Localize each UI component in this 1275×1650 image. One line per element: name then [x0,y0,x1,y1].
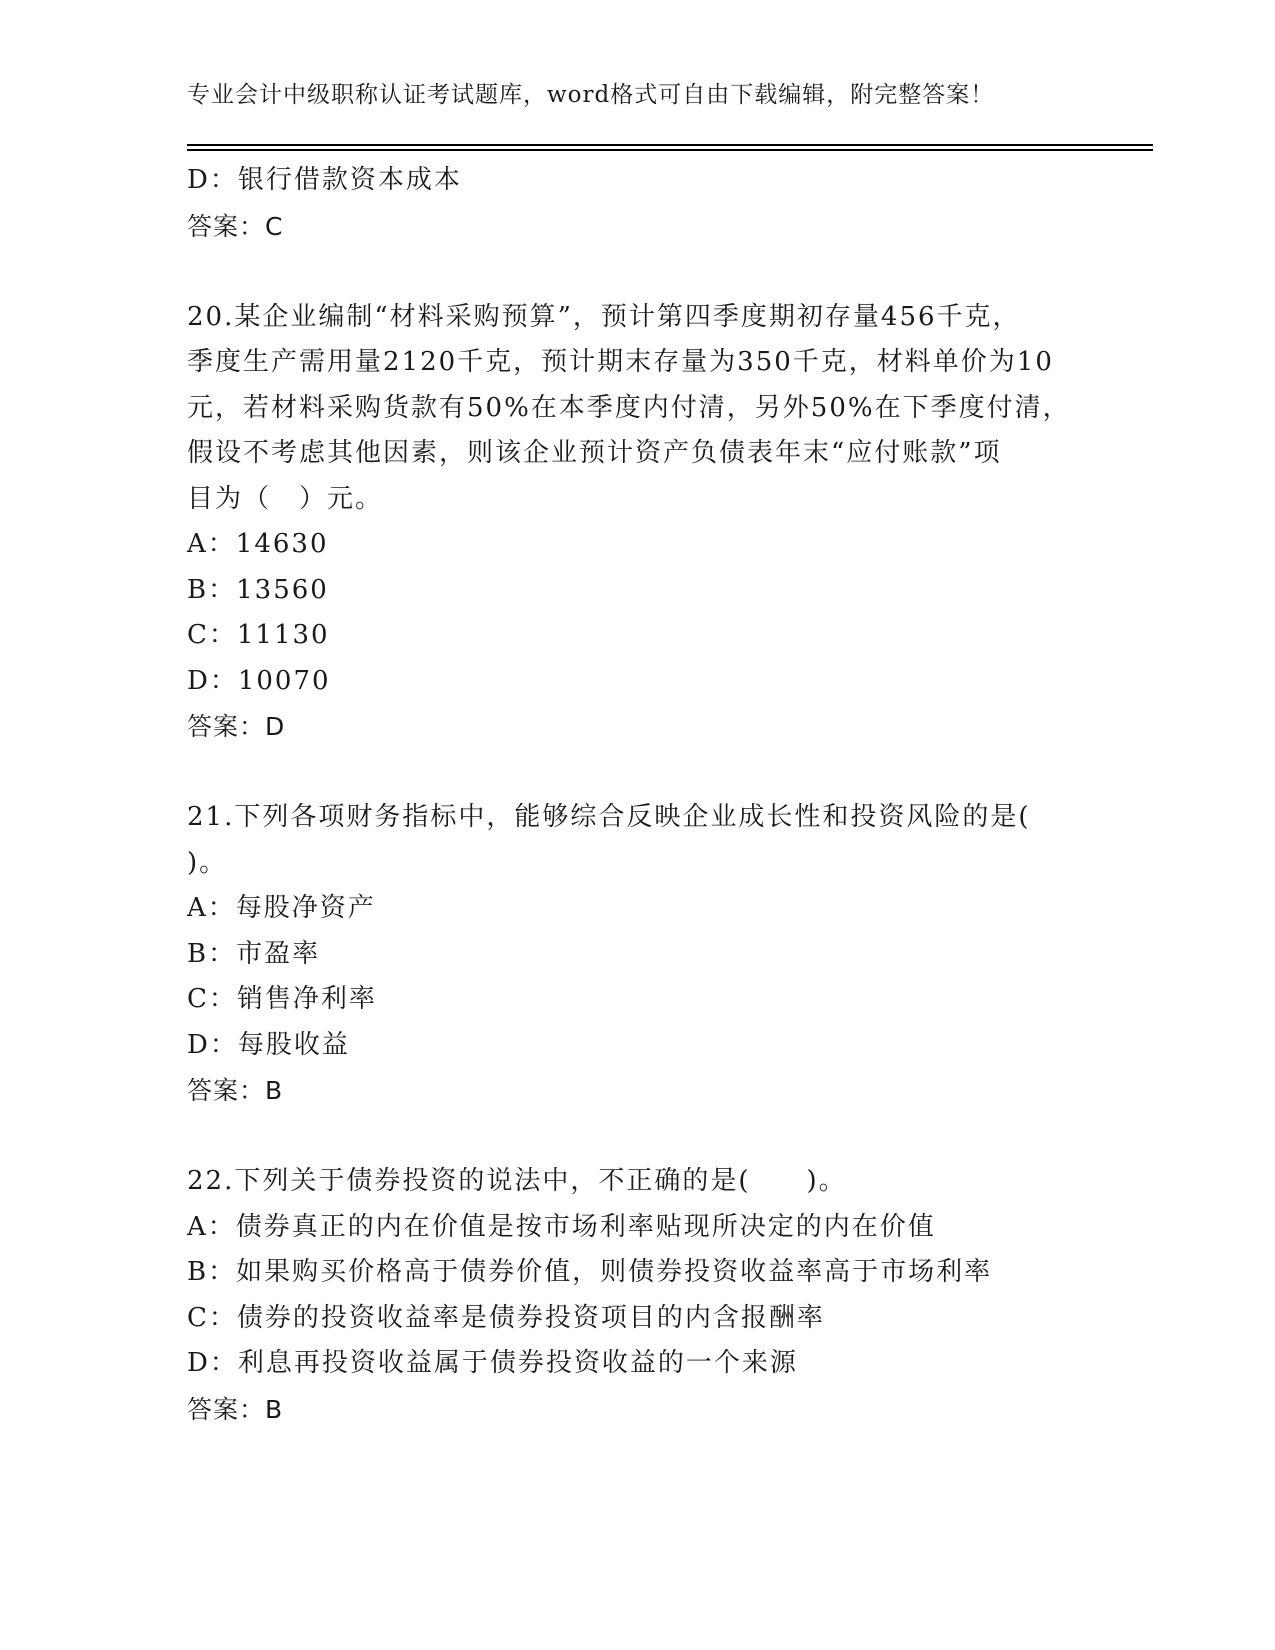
question-text-line: 元，若材料采购货款有50%在本季度内付清，另外50%在下季度付清， [187,392,1071,423]
question-22 [187,1159,1087,1205]
question-text-line: 季度生产需用量2120千克，预计期末存量为350千克，材料单价为10 [187,347,1054,377]
option-c: C：11130 [187,620,330,650]
answer: 答案：B [187,1076,284,1105]
option-b: B：如果购买价格高于债券价值，则债券投资收益率高于市场利率 [187,1257,993,1287]
question-text-line: 22.下列关于债券投资的说法中，不正确的是( )。 [187,1166,847,1196]
option-d: D：每股收益 [187,1029,350,1060]
answer: 答案：C [187,211,284,241]
page-header: 专业会计中级职称认证考试题库，word格式可自由下载编辑，附完整答案！ [187,82,995,108]
question-text-line: 目为（ ）元。 [187,483,384,514]
option-a: A：债券真正的内在价值是按市场利率贴现所决定的内在价值 [187,1211,936,1242]
option-b: B：市盈率 [187,938,321,969]
question-21 [187,795,1087,886]
header-rule-top [187,144,1153,146]
option-b: B：13560 [187,574,329,605]
answer: 答案：D [187,712,286,741]
option-d: D：10070 [187,665,331,696]
question-text-line: )。 [187,847,228,878]
option-d: D：利息再投资收益属于债券投资收益的一个来源 [187,1348,798,1378]
question-text-line: 假设不考虑其他因素，则该企业预计资产负债表年末“应付账款”项 [187,438,1002,468]
answer: 答案：B [187,1394,284,1424]
option-a: A：14630 [187,529,329,559]
option-c: C：债券的投资收益率是债券投资项目的内含报酬率 [187,1302,825,1333]
question-20 [187,295,1087,523]
header-rule-bottom [187,149,1153,151]
question-text-line: 20.某企业编制“材料采购预算”，预计第四季度期初存量456千克， [187,301,1021,332]
question-text-line: 21.下列各项财务指标中，能够综合反映企业成长性和投资风险的是( [187,802,1031,832]
option-d: D：银行借款资本成本 [187,165,462,195]
option-a: A：每股净资产 [187,893,376,923]
option-c: C：销售净利率 [187,984,377,1014]
question-content [187,158,1087,1432]
